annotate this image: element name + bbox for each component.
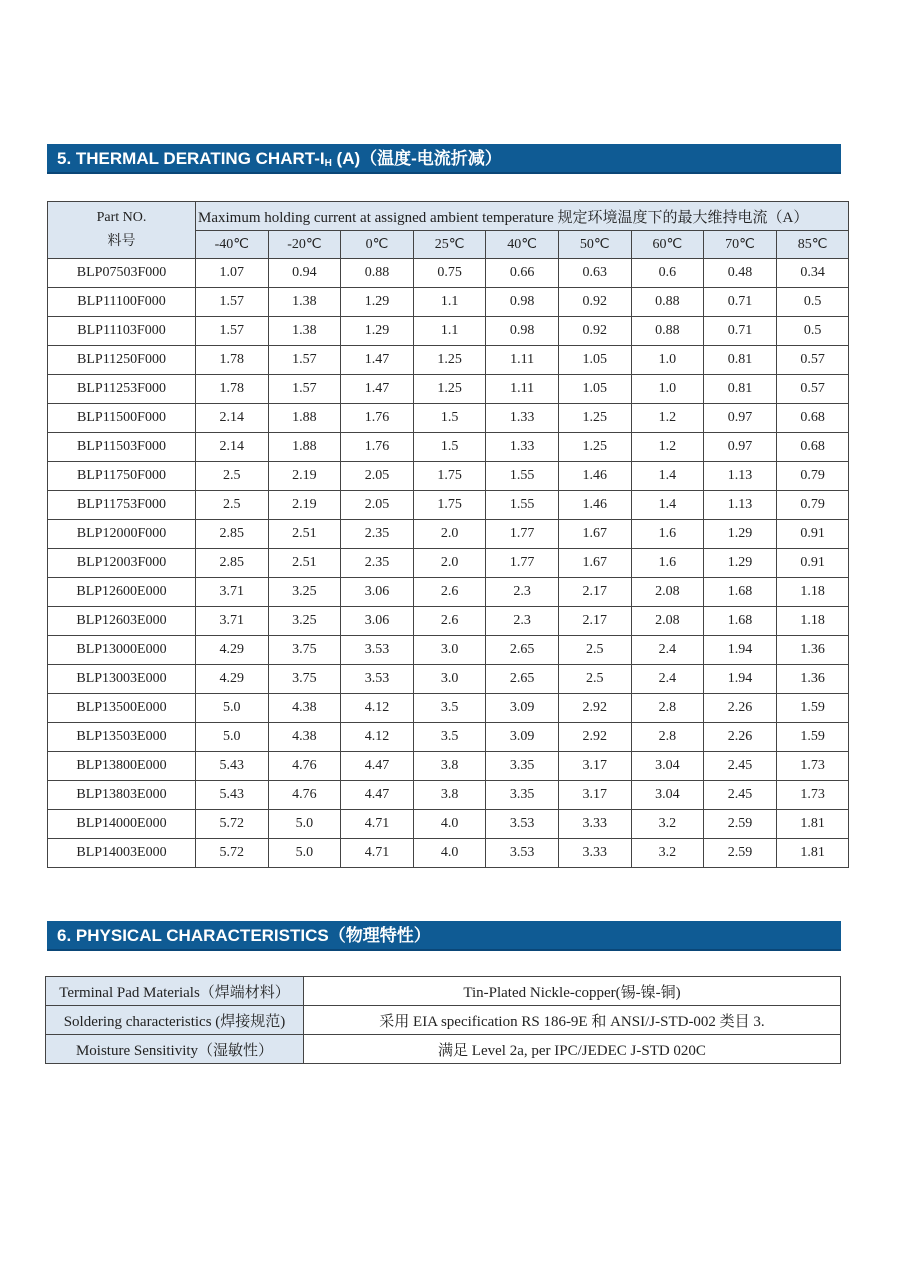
current-value-cell: 1.33 [486, 404, 559, 433]
current-value-cell: 4.47 [341, 752, 414, 781]
part-number-cell: BLP11103F000 [48, 317, 196, 346]
current-value-cell: 1.05 [558, 375, 631, 404]
current-value-cell: 4.71 [341, 839, 414, 868]
current-value-cell: 2.85 [196, 549, 269, 578]
current-value-cell: 1.47 [341, 375, 414, 404]
thermal-derating-table [47, 201, 849, 868]
part-number-cell: BLP13800E000 [48, 752, 196, 781]
current-value-cell: 3.06 [341, 607, 414, 636]
current-value-cell: 1.76 [341, 433, 414, 462]
current-value-cell: 0.97 [704, 404, 777, 433]
current-value-cell: 0.6 [631, 259, 704, 288]
current-value-cell: 3.75 [268, 665, 341, 694]
current-value-cell: 2.45 [704, 781, 777, 810]
current-value-cell: 2.5 [558, 665, 631, 694]
current-value-cell: 0.97 [704, 433, 777, 462]
current-value-cell: 1.2 [631, 404, 704, 433]
current-value-cell: 1.77 [486, 549, 559, 578]
current-value-cell: 1.13 [704, 491, 777, 520]
current-value-cell: 1.55 [486, 462, 559, 491]
current-value-cell: 1.4 [631, 462, 704, 491]
table-row [46, 1035, 841, 1064]
current-value-cell: 2.08 [631, 578, 704, 607]
current-value-cell: 2.85 [196, 520, 269, 549]
current-value-cell: 0.68 [776, 433, 849, 462]
temperature-header-cell: 70℃ [704, 231, 777, 259]
current-value-cell: 4.0 [413, 810, 486, 839]
current-value-cell: 3.75 [268, 636, 341, 665]
thermal-table-body [48, 259, 849, 868]
current-value-cell: 3.09 [486, 694, 559, 723]
table-row [48, 317, 849, 346]
current-value-cell: 1.57 [196, 288, 269, 317]
current-value-cell: 5.72 [196, 839, 269, 868]
current-value-cell: 5.43 [196, 781, 269, 810]
current-value-cell: 1.77 [486, 520, 559, 549]
current-value-cell: 1.68 [704, 607, 777, 636]
current-value-cell: 3.25 [268, 607, 341, 636]
part-no-header-cn: 料号 [107, 234, 136, 249]
current-value-cell: 3.2 [631, 810, 704, 839]
current-value-cell: 2.4 [631, 665, 704, 694]
table-row [48, 375, 849, 404]
current-value-cell: 3.8 [413, 781, 486, 810]
table-row [48, 636, 849, 665]
physical-table-body [46, 977, 841, 1064]
current-value-cell: 1.38 [268, 288, 341, 317]
current-value-cell: 3.04 [631, 781, 704, 810]
part-no-header [48, 202, 196, 259]
table-row [48, 346, 849, 375]
current-value-cell: 1.2 [631, 433, 704, 462]
current-value-cell: 4.76 [268, 781, 341, 810]
current-value-cell: 1.94 [704, 636, 777, 665]
current-value-cell: 1.5 [413, 433, 486, 462]
temperature-header-cell: 60℃ [631, 231, 704, 259]
current-value-cell: 1.25 [413, 375, 486, 404]
current-value-cell: 3.0 [413, 665, 486, 694]
current-value-cell: 1.59 [776, 723, 849, 752]
part-no-header-en: Part NO. [96, 210, 147, 225]
part-number-cell: BLP14000E000 [48, 810, 196, 839]
part-number-cell: BLP07503F000 [48, 259, 196, 288]
current-value-cell: 1.88 [268, 404, 341, 433]
property-label-cell: Terminal Pad Materials（焊端材料） [46, 977, 304, 1006]
current-value-cell: 1.57 [196, 317, 269, 346]
current-value-cell: 5.72 [196, 810, 269, 839]
current-value-cell: 1.81 [776, 839, 849, 868]
current-value-cell: 1.94 [704, 665, 777, 694]
part-number-cell: BLP12000F000 [48, 520, 196, 549]
current-value-cell: 3.5 [413, 723, 486, 752]
part-number-cell: BLP11253F000 [48, 375, 196, 404]
current-value-cell: 1.29 [341, 288, 414, 317]
current-value-cell: 3.53 [486, 839, 559, 868]
property-label-cell: Moisture Sensitivity（湿敏性） [46, 1035, 304, 1064]
table-row [48, 752, 849, 781]
table-row [48, 665, 849, 694]
current-value-cell: 0.5 [776, 288, 849, 317]
current-value-cell: 3.71 [196, 607, 269, 636]
part-number-cell: BLP11503F000 [48, 433, 196, 462]
current-value-cell: 3.2 [631, 839, 704, 868]
current-value-cell: 2.92 [558, 723, 631, 752]
current-value-cell: 2.8 [631, 694, 704, 723]
current-value-cell: 1.11 [486, 346, 559, 375]
current-value-cell: 1.18 [776, 578, 849, 607]
current-value-cell: 0.92 [558, 317, 631, 346]
table-row [48, 839, 849, 868]
current-value-cell: 3.8 [413, 752, 486, 781]
current-value-cell: 3.53 [341, 636, 414, 665]
current-value-cell: 2.59 [704, 810, 777, 839]
table-row [48, 462, 849, 491]
current-value-cell: 1.73 [776, 752, 849, 781]
property-value-cell: 满足 Level 2a, per IPC/JEDEC J-STD 020C [304, 1035, 841, 1064]
current-value-cell: 1.1 [413, 288, 486, 317]
property-value-cell: 采用 EIA specification RS 186-9E 和 ANSI/J-STD-002 类目 3. [304, 1006, 841, 1035]
current-value-cell: 2.65 [486, 665, 559, 694]
current-value-cell: 3.33 [558, 839, 631, 868]
current-value-cell: 1.78 [196, 346, 269, 375]
current-value-cell: 2.8 [631, 723, 704, 752]
current-value-cell: 5.43 [196, 752, 269, 781]
current-value-cell: 0.91 [776, 520, 849, 549]
current-value-cell: 1.36 [776, 665, 849, 694]
current-value-cell: 2.26 [704, 694, 777, 723]
current-value-cell: 3.5 [413, 694, 486, 723]
current-value-cell: 0.66 [486, 259, 559, 288]
current-value-cell: 4.12 [341, 723, 414, 752]
current-value-cell: 1.29 [704, 520, 777, 549]
table-row [48, 810, 849, 839]
current-value-cell: 0.79 [776, 462, 849, 491]
table-row [48, 433, 849, 462]
current-value-cell: 0.81 [704, 375, 777, 404]
section-6-title: 6. PHYSICAL CHARACTERISTICS（物理特性） [47, 921, 841, 951]
current-value-cell: 2.17 [558, 578, 631, 607]
table-row [48, 491, 849, 520]
part-number-cell: BLP13500E000 [48, 694, 196, 723]
current-value-cell: 1.29 [341, 317, 414, 346]
current-value-cell: 1.13 [704, 462, 777, 491]
current-value-cell: 0.79 [776, 491, 849, 520]
part-number-cell: BLP13003E000 [48, 665, 196, 694]
current-value-cell: 3.35 [486, 752, 559, 781]
current-value-cell: 2.59 [704, 839, 777, 868]
current-value-cell: 0.71 [704, 288, 777, 317]
current-value-cell: 1.73 [776, 781, 849, 810]
property-value-cell: Tin-Plated Nickle-copper(锡-镍-铜) [304, 977, 841, 1006]
current-value-cell: 2.51 [268, 549, 341, 578]
current-value-cell: 0.34 [776, 259, 849, 288]
current-value-cell: 1.29 [704, 549, 777, 578]
part-number-cell: BLP11753F000 [48, 491, 196, 520]
temperature-header-cell: 85℃ [776, 231, 849, 259]
table-row [48, 578, 849, 607]
current-value-cell: 1.57 [268, 346, 341, 375]
current-value-cell: 2.45 [704, 752, 777, 781]
current-value-cell: 3.25 [268, 578, 341, 607]
part-number-cell: BLP11750F000 [48, 462, 196, 491]
table-row [48, 607, 849, 636]
current-value-cell: 1.68 [704, 578, 777, 607]
temperature-header-cell: 50℃ [558, 231, 631, 259]
current-value-cell: 0.71 [704, 317, 777, 346]
current-value-cell: 5.0 [268, 810, 341, 839]
table-row [48, 259, 849, 288]
current-value-cell: 2.08 [631, 607, 704, 636]
current-value-cell: 4.38 [268, 723, 341, 752]
current-value-cell: 3.09 [486, 723, 559, 752]
current-value-cell: 2.5 [558, 636, 631, 665]
current-value-cell: 1.11 [486, 375, 559, 404]
current-value-cell: 1.0 [631, 346, 704, 375]
current-value-cell: 2.17 [558, 607, 631, 636]
property-label-cell: Soldering characteristics (焊接规范) [46, 1006, 304, 1035]
current-value-cell: 1.81 [776, 810, 849, 839]
current-value-cell: 4.12 [341, 694, 414, 723]
current-value-cell: 1.05 [558, 346, 631, 375]
max-holding-current-header: Maximum holding current at assigned ambient temperature 规定环境温度下的最大维持电流（A） [196, 202, 849, 231]
current-value-cell: 0.75 [413, 259, 486, 288]
current-value-cell: 0.68 [776, 404, 849, 433]
current-value-cell: 1.67 [558, 520, 631, 549]
current-value-cell: 2.3 [486, 607, 559, 636]
current-value-cell: 0.94 [268, 259, 341, 288]
current-value-cell: 2.35 [341, 549, 414, 578]
current-value-cell: 2.65 [486, 636, 559, 665]
current-value-cell: 0.48 [704, 259, 777, 288]
current-value-cell: 2.26 [704, 723, 777, 752]
table-row [48, 288, 849, 317]
current-value-cell: 0.91 [776, 549, 849, 578]
current-value-cell: 0.5 [776, 317, 849, 346]
current-value-cell: 4.47 [341, 781, 414, 810]
current-value-cell: 3.53 [341, 665, 414, 694]
current-value-cell: 2.0 [413, 549, 486, 578]
current-value-cell: 2.14 [196, 404, 269, 433]
current-value-cell: 4.29 [196, 636, 269, 665]
current-value-cell: 0.57 [776, 375, 849, 404]
temperature-header-cell: 25℃ [413, 231, 486, 259]
current-value-cell: 0.98 [486, 317, 559, 346]
part-number-cell: BLP13503E000 [48, 723, 196, 752]
current-value-cell: 1.6 [631, 549, 704, 578]
current-value-cell: 2.92 [558, 694, 631, 723]
current-value-cell: 4.29 [196, 665, 269, 694]
current-value-cell: 3.33 [558, 810, 631, 839]
current-value-cell: 3.06 [341, 578, 414, 607]
current-value-cell: 2.6 [413, 607, 486, 636]
current-value-cell: 1.57 [268, 375, 341, 404]
current-value-cell: 2.05 [341, 462, 414, 491]
current-value-cell: 3.04 [631, 752, 704, 781]
current-value-cell: 2.19 [268, 462, 341, 491]
part-number-cell: BLP12600E000 [48, 578, 196, 607]
physical-characteristics-table [45, 976, 841, 1064]
current-value-cell: 3.71 [196, 578, 269, 607]
current-value-cell: 1.33 [486, 433, 559, 462]
current-value-cell: 0.81 [704, 346, 777, 375]
current-value-cell: 2.6 [413, 578, 486, 607]
current-value-cell: 2.5 [196, 462, 269, 491]
current-value-cell: 2.5 [196, 491, 269, 520]
part-number-cell: BLP11250F000 [48, 346, 196, 375]
current-value-cell: 2.4 [631, 636, 704, 665]
current-value-cell: 1.75 [413, 462, 486, 491]
current-value-cell: 1.4 [631, 491, 704, 520]
temperature-header-cell: 0℃ [341, 231, 414, 259]
part-number-cell: BLP11100F000 [48, 288, 196, 317]
current-value-cell: 1.55 [486, 491, 559, 520]
current-value-cell: 1.88 [268, 433, 341, 462]
current-value-cell: 2.05 [341, 491, 414, 520]
part-number-cell: BLP11500F000 [48, 404, 196, 433]
current-value-cell: 4.38 [268, 694, 341, 723]
current-value-cell: 1.75 [413, 491, 486, 520]
current-value-cell: 2.19 [268, 491, 341, 520]
current-value-cell: 1.1 [413, 317, 486, 346]
table-row [46, 977, 841, 1006]
current-value-cell: 1.6 [631, 520, 704, 549]
current-value-cell: 0.57 [776, 346, 849, 375]
current-value-cell: 1.47 [341, 346, 414, 375]
current-value-cell: 1.46 [558, 462, 631, 491]
thermal-table-header [48, 202, 849, 259]
part-number-cell: BLP13000E000 [48, 636, 196, 665]
current-value-cell: 4.0 [413, 839, 486, 868]
current-value-cell: 3.0 [413, 636, 486, 665]
temperature-header-cell: -20℃ [268, 231, 341, 259]
current-value-cell: 1.67 [558, 549, 631, 578]
section-5-title: 5. THERMAL DERATING CHART-$I_H$ (A)（温度-电流折减） [47, 144, 841, 174]
current-value-cell: 0.88 [631, 317, 704, 346]
current-value-cell: 1.25 [558, 433, 631, 462]
table-row [48, 694, 849, 723]
current-value-cell: 0.98 [486, 288, 559, 317]
current-value-cell: 4.76 [268, 752, 341, 781]
table-row [48, 781, 849, 810]
current-value-cell: 0.63 [558, 259, 631, 288]
part-number-cell: BLP12003F000 [48, 549, 196, 578]
current-value-cell: 1.5 [413, 404, 486, 433]
current-value-cell: 3.17 [558, 752, 631, 781]
current-value-cell: 1.78 [196, 375, 269, 404]
table-row [48, 520, 849, 549]
current-value-cell: 1.59 [776, 694, 849, 723]
current-value-cell: 1.07 [196, 259, 269, 288]
current-value-cell: 1.25 [558, 404, 631, 433]
current-value-cell: 4.71 [341, 810, 414, 839]
current-value-cell: 5.0 [268, 839, 341, 868]
current-value-cell: 0.88 [631, 288, 704, 317]
current-value-cell: 3.53 [486, 810, 559, 839]
part-number-cell: BLP13803E000 [48, 781, 196, 810]
current-value-cell: 1.36 [776, 636, 849, 665]
current-value-cell: 3.35 [486, 781, 559, 810]
current-value-cell: 1.46 [558, 491, 631, 520]
current-value-cell: 3.17 [558, 781, 631, 810]
table-row [48, 549, 849, 578]
current-value-cell: 2.3 [486, 578, 559, 607]
current-value-cell: 1.18 [776, 607, 849, 636]
current-value-cell: 1.76 [341, 404, 414, 433]
current-value-cell: 2.35 [341, 520, 414, 549]
current-value-cell: 1.25 [413, 346, 486, 375]
current-value-cell: 2.14 [196, 433, 269, 462]
part-number-cell: BLP12603E000 [48, 607, 196, 636]
current-value-cell: 2.51 [268, 520, 341, 549]
current-value-cell: 1.0 [631, 375, 704, 404]
current-value-cell: 1.38 [268, 317, 341, 346]
table-row [48, 723, 849, 752]
table-row [46, 1006, 841, 1035]
part-number-cell: BLP14003E000 [48, 839, 196, 868]
temperature-header-cell: -40℃ [196, 231, 269, 259]
current-value-cell: 5.0 [196, 694, 269, 723]
current-value-cell: 0.88 [341, 259, 414, 288]
current-value-cell: 0.92 [558, 288, 631, 317]
table-row [48, 404, 849, 433]
current-value-cell: 5.0 [196, 723, 269, 752]
temperature-header-cell: 40℃ [486, 231, 559, 259]
current-value-cell: 2.0 [413, 520, 486, 549]
